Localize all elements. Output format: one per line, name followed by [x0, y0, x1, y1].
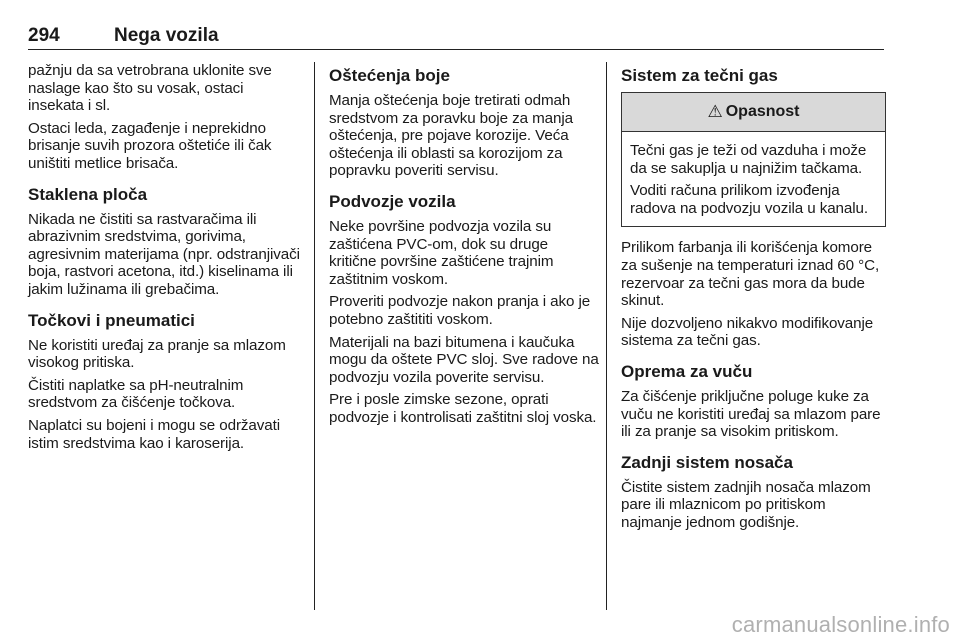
section-heading-underbody: Podvozje vozila	[329, 191, 456, 211]
paragraph: Manja oštećenja boje tretirati odmah sredstvom za poravku boje za manja oštećenja, pre pojave korozije. Veća oštećenja ili oblasti sa korozijom za popravku poveriti servisu.	[329, 92, 573, 180]
section-heading-paint: Oštećenja boje	[329, 66, 450, 85]
column-divider	[606, 62, 607, 610]
paragraph: Čistiti naplatke sa pH-neutralnim sredstvom za čišćenje točkova.	[28, 376, 244, 412]
paragraph: Prilikom farbanja ili korišćenja komore za sušenje na temperaturi iznad 60 °C, rezervoar za tečni gas mora da bude skinut.	[621, 239, 880, 310]
warning-title: Opasnost	[725, 103, 800, 120]
page-number: 294	[28, 25, 60, 46]
warning-box	[621, 92, 886, 227]
section-heading-lpg: Sistem za tečni gas	[621, 66, 778, 85]
paragraph: Čistite sistem zadnjih nosača mlazom pare ili mlaznicom po pritiskom najmanje jednom godišnje.	[621, 478, 871, 531]
paragraph: Proveriti podvozje nakon pranja i ako je potebno zaštititi voskom.	[329, 293, 591, 328]
column-left	[28, 62, 302, 457]
paragraph: Nije dozvoljeno nikakvo modifikovanje sistema za tečni gas.	[621, 314, 874, 350]
page-header	[28, 25, 884, 50]
warning-header	[622, 93, 885, 132]
paragraph: Naplatci su bojeni i mogu se održavati istim sredstvima kao i karoserija.	[28, 416, 280, 452]
paragraph: Nikada ne čistiti sa rastvaračima ili abrazivnim sredstvima, gorivima, agresivnim materijama (npr. odstranjivači boja, rastvori acetona, itd.) kiselinama ili jakim lužinama ili grebačima.	[28, 210, 300, 298]
paragraph: Ostaci leda, zagađenje i neprekidno brisanje suvih prozora oštetiće ili čak uništiti metlice brisača.	[28, 119, 272, 172]
paragraph: pažnju da sa vetrobrana uklonite sve naslage kao što su vosak, ostaci insekata i sl.	[28, 62, 272, 115]
paragraph: Za čišćenje priključne poluge kuke za vuču ne koristiti uređaj sa mlazom pare ili za pranje sa visokim pritiskom.	[621, 387, 881, 441]
warning-body	[622, 132, 885, 226]
paragraph: Ne koristiti uređaj za pranje sa mlazom visokog pritiska.	[28, 336, 286, 372]
chapter-title: Nega vozila	[114, 25, 219, 46]
section-heading-rear-carrier: Zadnji sistem nosača	[621, 452, 793, 472]
column-middle	[329, 62, 599, 432]
warning-text: Tečni gas je teži od vazduha i može da se sakuplja u najnižim tačkama.	[630, 142, 867, 177]
paragraph: Pre i posle zimske sezone, oprati podvozje i kontrolisati zaštitni sloj voska.	[329, 391, 597, 426]
paragraph: Materijali na bazi bitumena i kaučuka mogu da oštete PVC sloj. Sve radove na podvozju vozila poverite servisu.	[329, 333, 599, 386]
section-heading-towing: Oprema za vuču	[621, 361, 753, 381]
column-divider	[314, 62, 315, 610]
column-right	[621, 62, 886, 537]
warning-text: Voditi računa prilikom izvođenja radova na podvozju vozila u kanalu.	[630, 182, 868, 217]
section-heading-glass: Staklena ploča	[28, 184, 148, 204]
warning-triangle-icon: ⚠	[707, 102, 723, 121]
paragraph: Neke površine podvozja vozila su zaštićena PVC-om, dok su druge kritične površine zaštićene trajnim zaštitnim voskom.	[329, 217, 554, 288]
section-heading-wheels: Točkovi i pneumatici	[28, 310, 195, 330]
watermark: carmanualsonline.info	[731, 612, 950, 637]
